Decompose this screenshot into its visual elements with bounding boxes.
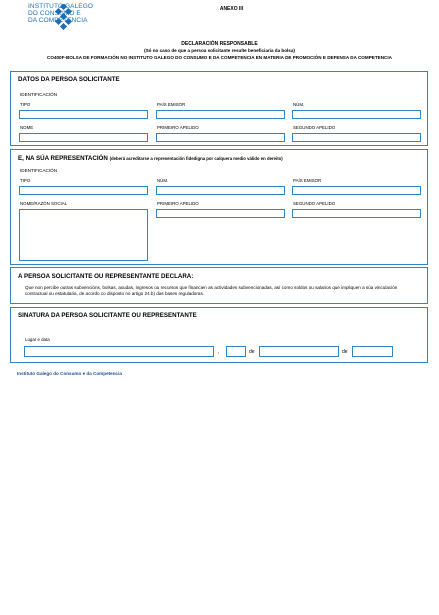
declares-section-title: A PERSOA SOLICITANTE OU REPRESENTANTE DECLARA:: [18, 273, 194, 280]
month-field[interactable]: [259, 346, 339, 357]
representative-section-title: [18, 155, 283, 162]
num-label: NÚM.: [157, 178, 169, 183]
representative-section: [10, 149, 428, 265]
segundo-apelido-label: SEGUNDO APELIDO: [293, 125, 336, 130]
de-separator: de: [249, 349, 255, 355]
segundo-apelido-label: SEGUNDO APELIDO: [293, 201, 336, 206]
primeiro-apelido-label: PRIMEIRO APELIDO: [157, 201, 199, 206]
applicant-section-title: DATOS DA PERSOA SOLICITANTE: [18, 76, 120, 83]
applicant-nome-field[interactable]: [19, 133, 148, 142]
tipo-label: TIPO: [20, 178, 31, 183]
declaration-text: Que non percibe outras subvencións, bolsas, axudas, ingresos ou recursos que financien as actividades subvencionadas, así como soldos ou salarios que impliquen a súa vinculación contractual ou estatutaria, de acordo co disposto no artigo 24.b) das bases reguladoras.: [25, 285, 398, 297]
primeiro-apelido-label: PRIMEIRO APELIDO: [157, 125, 199, 130]
pais-emisor-label: PAÍS EMISOR: [293, 178, 322, 183]
declaration-subtitle: (Só no caso de que a persoa solicitante resulte beneficiaria da bolsa): [144, 48, 295, 53]
day-field[interactable]: [226, 346, 246, 357]
representative-primeiro-apelido-field[interactable]: [156, 209, 285, 218]
declares-section: [10, 267, 428, 304]
de-separator: de: [342, 349, 348, 355]
year-field[interactable]: [352, 346, 393, 357]
representative-nome-razon-field[interactable]: [19, 209, 148, 261]
annex-label: ANEXO III: [219, 6, 244, 12]
signature-section: [10, 307, 428, 363]
nome-label: NOME: [20, 125, 34, 130]
logo-text-line: DO CONSUMO E: [28, 10, 81, 17]
procedure-title: CO400F-BOLSA DE FORMACIÓN NO INSTITUTO GALEGO DO CONSUMO E DA COMPETENCIA EN MATERIA DE PROMOCIÓN E DEFENSA DA COMPETENCIA: [47, 55, 392, 60]
tipo-label: TIPO: [20, 102, 31, 107]
logo-text-line: INSTITUTO GALEGO: [28, 3, 94, 10]
signature-section-title: SINATURA DA PERSOA SOLICITANTE OU REPRESENTANTE: [18, 312, 197, 319]
footer-text: Instituto Galego do Consumo e da Competencia: [17, 371, 122, 376]
applicant-primeiro-apelido-field[interactable]: [156, 133, 285, 142]
representative-pais-emisor-field[interactable]: [292, 186, 421, 195]
applicant-segundo-apelido-field[interactable]: [292, 133, 421, 142]
representative-num-field[interactable]: [156, 186, 285, 195]
representative-tipo-field[interactable]: [19, 186, 148, 195]
comma-separator: ,: [218, 349, 220, 355]
pais-emisor-label: PAÍS EMISOR: [157, 102, 186, 107]
applicant-section: [10, 71, 428, 146]
applicant-num-field[interactable]: [292, 110, 421, 119]
identification-label: IDENTIFICACIÓN: [20, 168, 58, 173]
applicant-tipo-field[interactable]: [19, 110, 148, 119]
place-field[interactable]: [24, 346, 214, 357]
representative-title-text: E, NA SÚA REPRESENTACIÓN: [18, 155, 108, 162]
nome-razon-label: NOME/RAZÓN SOCIAL: [20, 201, 68, 206]
representative-note: (deberá acreditarse a representación fidedigna por calquera medio válido en dereito): [109, 156, 283, 161]
representative-segundo-apelido-field[interactable]: [292, 209, 421, 218]
logo-text-line: DA COMPETENCIA: [28, 17, 88, 24]
identification-label: IDENTIFICACIÓN: [20, 92, 58, 97]
num-label: NÚM.: [293, 102, 305, 107]
applicant-pais-emisor-field[interactable]: [156, 110, 285, 119]
place-date-label: Lugar e data: [25, 337, 50, 342]
declaration-title: DECLARACIÓN RESPONSABLE: [181, 41, 258, 47]
